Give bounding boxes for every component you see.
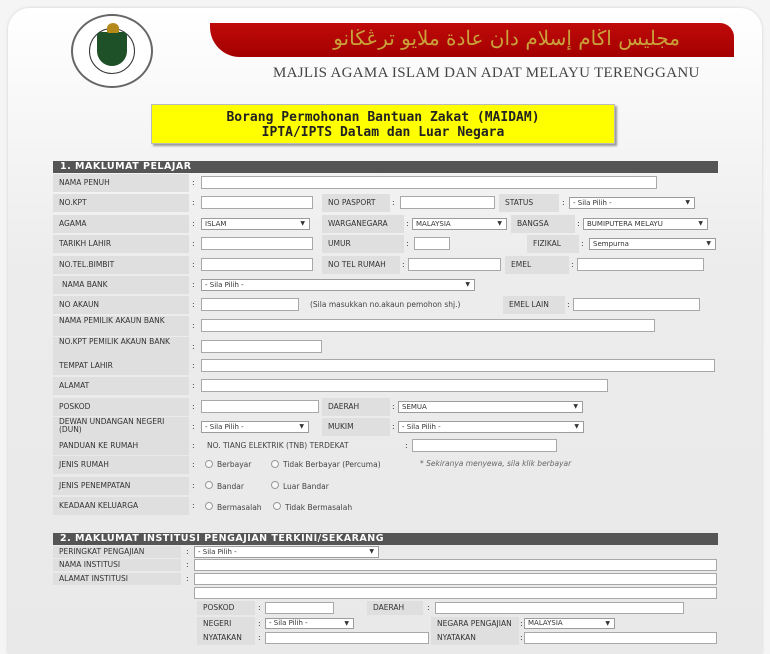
colon: : (406, 239, 409, 248)
peringkat-selected: - Sila Pilih - (198, 548, 237, 556)
dropdown-arrow-icon: ▼ (685, 199, 690, 206)
luar-bandar-radio[interactable] (271, 481, 279, 489)
nyatakan-label-2: NYATAKAN (431, 631, 519, 645)
colon: : (192, 422, 195, 431)
status-select[interactable] (569, 197, 695, 209)
no-akaun-input[interactable] (201, 298, 299, 311)
dropdown-arrow-icon: ▼ (300, 220, 305, 227)
nyatakan-label: NYATAKAN (197, 631, 255, 645)
tarikh-lahir-input[interactable] (201, 237, 313, 250)
inst-daerah-label: DAERAH (367, 601, 423, 615)
no-kpt-pemilik-label: NO.KPT PEMILIK AKAUN BANK (53, 337, 189, 357)
colon: : (192, 501, 195, 510)
colon: : (192, 198, 195, 207)
colon: : (427, 603, 430, 612)
jenis-rumah-label: JENIS RUMAH (53, 456, 189, 474)
colon: : (402, 260, 405, 269)
colon: : (258, 603, 261, 612)
colon: : (192, 481, 195, 490)
fizikal-select[interactable] (589, 238, 716, 250)
dropdown-arrow-icon: ▼ (344, 620, 349, 627)
inst-daerah-input[interactable] (435, 602, 684, 614)
no-pasport-input[interactable] (400, 196, 495, 209)
colon: : (192, 342, 195, 351)
inst-poskod-input[interactable] (265, 602, 334, 614)
umur-input[interactable] (414, 237, 450, 250)
colon: : (520, 633, 523, 642)
colon: : (192, 441, 195, 450)
daerah-select[interactable] (398, 401, 583, 413)
alamat-input[interactable] (201, 379, 608, 392)
agama-select[interactable] (201, 218, 310, 230)
status-selected: - Sila Pilih - (573, 199, 612, 207)
colon: : (567, 300, 570, 309)
bandar-radio[interactable] (205, 481, 213, 489)
colon: : (258, 633, 261, 642)
nama-institusi-label: NAMA INSTITUSI (53, 559, 181, 571)
nama-bank-label: NAMA BANK (53, 276, 189, 294)
peringkat-select[interactable] (194, 546, 379, 558)
berbayar-label: Berbayar (217, 460, 252, 469)
fizikal-selected: Sempurna (593, 240, 629, 248)
organisation-name: MAJLIS AGAMA ISLAM DAN ADAT MELAYU TERENGGANU (273, 65, 700, 81)
emel-label: EMEL (505, 256, 569, 274)
colon: : (406, 219, 409, 228)
form-title (151, 104, 615, 144)
no-akaun-label: NO AKAUN (53, 296, 189, 314)
dropdown-arrow-icon: ▼ (465, 281, 470, 288)
colon: : (392, 422, 395, 431)
colon: : (192, 178, 195, 187)
berbayar-radio[interactable] (205, 460, 213, 468)
bangsa-label: BANGSA (511, 215, 575, 233)
nama-penuh-input[interactable] (201, 176, 657, 189)
emel-lain-label: EMEL LAIN (503, 296, 565, 314)
bermasalah-label: Bermasalah (217, 503, 262, 512)
colon: : (392, 198, 395, 207)
jenis-penempatan-label: JENIS PENEMPATAN (53, 477, 189, 495)
logo-shield-icon (97, 32, 127, 66)
panduan-label: PANDUAN KE RUMAH (53, 437, 189, 455)
colon: : (192, 219, 195, 228)
section1-title: 1. MAKLUMAT PELAJAR (53, 161, 718, 173)
nyatakan-input[interactable] (265, 632, 429, 644)
warganegara-selected: MALAYSIA (416, 220, 451, 228)
alamat-institusi-label: ALAMAT INSTITUSI (53, 573, 181, 585)
agama-selected: ISLAM (205, 220, 227, 228)
inst-poskod-label: POSKOD (197, 601, 255, 615)
sewa-note: * Sekiranya menyewa, sila klik berbayar (420, 459, 572, 468)
dropdown-arrow-icon: ▼ (497, 220, 502, 227)
colon: : (186, 574, 189, 583)
no-pasport-label: NO PASPORT (322, 194, 390, 212)
peringkat-label: PERINGKAT PENGAJIAN (53, 546, 181, 558)
dropdown-arrow-icon: ▼ (369, 548, 374, 555)
mukim-selected: - Sila Pilih - (402, 423, 441, 431)
no-tel-bimbit-label: NO.TEL.BIMBIT (53, 256, 189, 274)
colon: : (192, 402, 195, 411)
agama-label: AGAMA (53, 215, 189, 233)
colon: : (192, 280, 195, 289)
colon: : (392, 402, 395, 411)
maidam-logo (71, 14, 153, 88)
emel-input[interactable] (577, 258, 704, 271)
colon: : (520, 619, 523, 628)
tidak-berbayar-label: Tidak Berbayar (Percuma) (283, 460, 381, 469)
tiang-elektrik-label: NO. TIANG ELEKTRIK (TNB) TERDEKAT (207, 441, 349, 450)
keadaan-keluarga-label: KEADAAN KELUARGA (53, 497, 189, 515)
emel-lain-input[interactable] (573, 298, 700, 311)
fizikal-label: FIZIKAL (527, 235, 579, 253)
nama-bank-select[interactable] (201, 279, 475, 291)
daerah-selected: SEMUA (402, 403, 427, 411)
section2-title: 2. MAKLUMAT INSTITUSI PENGAJIAN TERKINI/SEKARANG (53, 533, 718, 545)
tiang-elektrik-input[interactable] (412, 439, 557, 452)
umur-label: UMUR (322, 235, 404, 253)
no-tel-rumah-label: NO TEL RUMAH (322, 256, 400, 274)
colon: : (258, 619, 261, 628)
no-tel-bimbit-input[interactable] (201, 258, 313, 271)
nama-penuh-label: NAMA PENUH (53, 174, 189, 192)
colon: : (562, 198, 565, 207)
dropdown-arrow-icon: ▼ (574, 423, 579, 430)
no-kpt-label: NO.KPT (53, 194, 189, 212)
bangsa-selected: BUMIPUTERA MELAYU (587, 220, 663, 228)
bermasalah-radio[interactable] (205, 502, 213, 510)
no-akaun-hint: (Sila masukkan no.akaun pemohon shj.) (310, 300, 461, 309)
colon: : (192, 239, 195, 248)
colon: : (186, 547, 189, 556)
luar-bandar-label: Luar Bandar (283, 482, 329, 491)
tidak-bermasalah-label: Tidak Bermasalah (285, 503, 353, 512)
negara-pengajian-label: NEGARA PENGAJIAN (431, 617, 519, 631)
dun-selected: - Sila Pilih - (205, 423, 244, 431)
colon: : (192, 381, 195, 390)
nama-institusi-input[interactable] (194, 559, 717, 571)
form-title-line2: IPTA/IPTS Dalam dan Luar Negara (261, 125, 505, 140)
tempat-lahir-input[interactable] (201, 359, 715, 372)
status-label: STATUS (499, 194, 559, 212)
dun-select[interactable] (201, 421, 309, 433)
colon: : (581, 239, 584, 248)
nama-pemilik-input[interactable] (201, 319, 655, 332)
inst-negeri-select[interactable] (265, 618, 354, 629)
colon: : (186, 560, 189, 569)
colon: : (192, 361, 195, 370)
alamat-label: ALAMAT (53, 377, 189, 395)
no-kpt-pemilik-input[interactable] (201, 340, 322, 353)
colon: : (192, 300, 195, 309)
nama-pemilik-label: NAMA PEMILIK AKAUN BANK (53, 316, 189, 336)
colon: : (405, 441, 408, 450)
dropdown-arrow-icon: ▼ (698, 220, 703, 227)
jawi-banner-text: مجليس اڬام إسلام دان عادة ملايو ترڠڬانو (333, 26, 680, 50)
poskod-input[interactable] (201, 400, 319, 413)
tidak-berbayar-radio[interactable] (271, 460, 279, 468)
colon: : (192, 321, 195, 330)
tempat-lahir-label: TEMPAT LAHIR (53, 357, 189, 375)
alamat-institusi-input-line2[interactable] (194, 587, 717, 599)
bandar-label: Bandar (217, 482, 244, 491)
negara-pengajian-selected: MALAYSIA (528, 619, 563, 627)
tidak-bermasalah-radio[interactable] (273, 502, 281, 510)
inst-negeri-label: NEGERI (197, 617, 255, 631)
dropdown-arrow-icon: ▼ (605, 620, 610, 627)
warganegara-label: WARGANEGARA (322, 215, 404, 233)
negara-pengajian-select[interactable] (524, 618, 615, 629)
bangsa-select[interactable] (583, 218, 708, 230)
form-title-line1: Borang Permohonan Bantuan Zakat (MAIDAM) (226, 110, 540, 125)
colon: : (192, 260, 195, 269)
poskod-label: POSKOD (53, 398, 189, 416)
dropdown-arrow-icon: ▼ (299, 423, 304, 430)
dun-label: DEWAN UNDANGAN NEGERI (DUN) (53, 417, 189, 437)
tarikh-lahir-label: TARIKH LAHIR (53, 235, 189, 253)
colon: : (192, 460, 195, 469)
mukim-label: MUKIM (322, 418, 390, 436)
alamat-institusi-input-line1[interactable] (194, 573, 717, 585)
colon: : (577, 219, 580, 228)
mukim-select[interactable] (398, 421, 584, 433)
logo-crest-icon (107, 23, 119, 33)
dropdown-arrow-icon: ▼ (573, 403, 578, 410)
inst-negeri-selected: - Sila Pilih - (269, 619, 308, 627)
dropdown-arrow-icon: ▼ (706, 240, 711, 247)
nama-bank-selected: - Sila Pilih - (205, 281, 244, 289)
no-tel-rumah-input[interactable] (408, 258, 501, 271)
daerah-label: DAERAH (322, 398, 390, 416)
warganegara-select[interactable] (412, 218, 507, 230)
no-kpt-input[interactable] (201, 196, 313, 209)
nyatakan-input-2[interactable] (524, 632, 717, 644)
colon: : (571, 260, 574, 269)
